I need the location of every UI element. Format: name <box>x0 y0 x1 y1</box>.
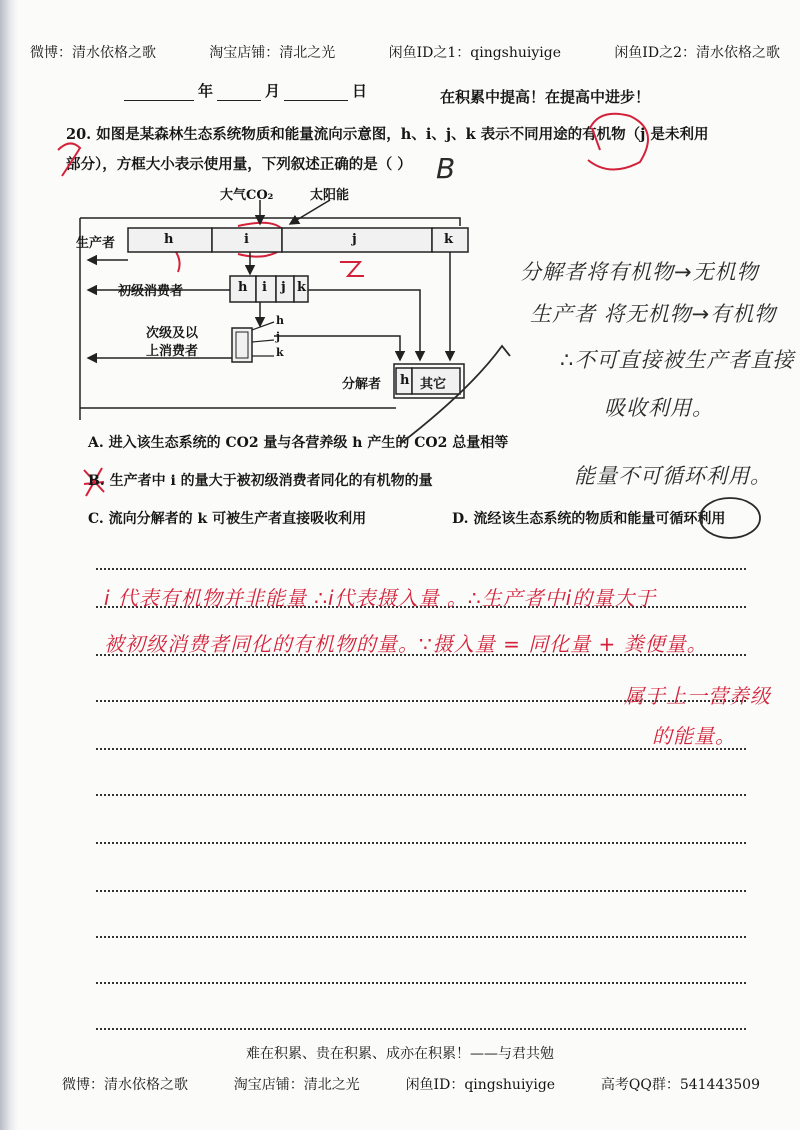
page-footer <box>62 1074 760 1094</box>
note-decomposer: 分解者将有机物→无机物 <box>520 260 759 284</box>
note-absorb-use: 吸收利用。 <box>604 396 714 420</box>
explanation-line-1: i 代表有机物并非能量 ∴i代表摄入量 。∴生产者中i的量大于 <box>104 586 657 610</box>
primary-h: h <box>238 280 248 295</box>
footer-xianyu: 闲鱼ID：qingshuiyige <box>405 1077 556 1093</box>
explanation-line-4: 的能量。 <box>652 724 736 748</box>
note-producer: 生产者 将无机物→有机物 <box>530 302 777 326</box>
option-a: A. 进入该生态系统的 CO2 量与各营养级 h 产生的 CO2 总量相等 <box>88 435 509 451</box>
label-decomposer: 分解者 <box>342 377 382 392</box>
label-producer: 生产者 <box>76 236 116 251</box>
primary-i: i <box>262 280 267 295</box>
header-weibo: 微博：清水依格之歌 <box>30 45 156 61</box>
answer-mark: B <box>436 152 456 185</box>
date-year: 年 <box>198 82 214 100</box>
label-primary-consumer: 初级消费者 <box>118 284 184 299</box>
header-xianyu-1: 闲鱼ID之1：qingshuiyige <box>388 45 562 61</box>
explanation-line-2: 被初级消费者同化的有机物的量。∵摄入量 = 同化量 + 粪便量。 <box>104 632 708 656</box>
secondary-j: j <box>276 330 280 343</box>
producer-h: h <box>164 232 174 247</box>
primary-k: k <box>297 280 307 295</box>
label-sun: 太阳能 <box>310 188 350 203</box>
secondary-k: k <box>276 346 284 359</box>
header-xianyu-2: 闲鱼ID之2：清水依格之歌 <box>614 45 780 61</box>
top-motto: 在积累中提高！在提高中进步！ <box>440 88 651 106</box>
option-d: D. 流经该生态系统的物质和能量可循环利用 <box>452 511 726 527</box>
explanation-line-3: 属于上一营养级 <box>624 684 771 708</box>
footer-taobao: 淘宝店铺：清北之光 <box>233 1077 360 1093</box>
decomposer-h: h <box>400 373 410 388</box>
note-energy: 能量不可循环利用。 <box>574 464 772 488</box>
question-line-1: 20. 如图是某森林生态系统物质和能量流向示意图，h、i、j、k 表示不同用途的有机物（j 是未利用 <box>66 126 709 143</box>
producer-i: i <box>244 232 249 247</box>
footer-qq: 高考QQ群：541443509 <box>600 1077 760 1093</box>
header-taobao: 淘宝店铺：清北之光 <box>209 45 336 61</box>
date-day: 日 <box>352 82 368 100</box>
option-b: B. 生产者中 i 的量大于被初级消费者同化的有机物的量 <box>88 473 433 489</box>
producer-j: j <box>352 232 357 247</box>
date-month: 月 <box>265 82 281 100</box>
producer-k: k <box>444 232 454 247</box>
footer-motto: 难在积累、贵在积累、成亦在积累！——与君共勉 <box>246 1046 554 1062</box>
decomposer-other: 其它 <box>420 377 447 392</box>
note-cannot-absorb: ∴不可直接被生产者直接 <box>560 348 795 372</box>
option-c: C. 流向分解者的 k 可被生产者直接吸收利用 <box>88 511 367 527</box>
question-line-2: 部分），方框大小表示使用量，下列叙述正确的是（ ） <box>66 156 412 173</box>
label-secondary-1: 次级及以 <box>146 326 199 341</box>
label-secondary-2: 上消费者 <box>146 344 199 359</box>
secondary-h: h <box>276 314 284 327</box>
footer-weibo: 微博：清水依格之歌 <box>62 1077 188 1093</box>
primary-j: j <box>281 280 286 295</box>
label-co2: 大气CO₂ <box>220 188 274 203</box>
